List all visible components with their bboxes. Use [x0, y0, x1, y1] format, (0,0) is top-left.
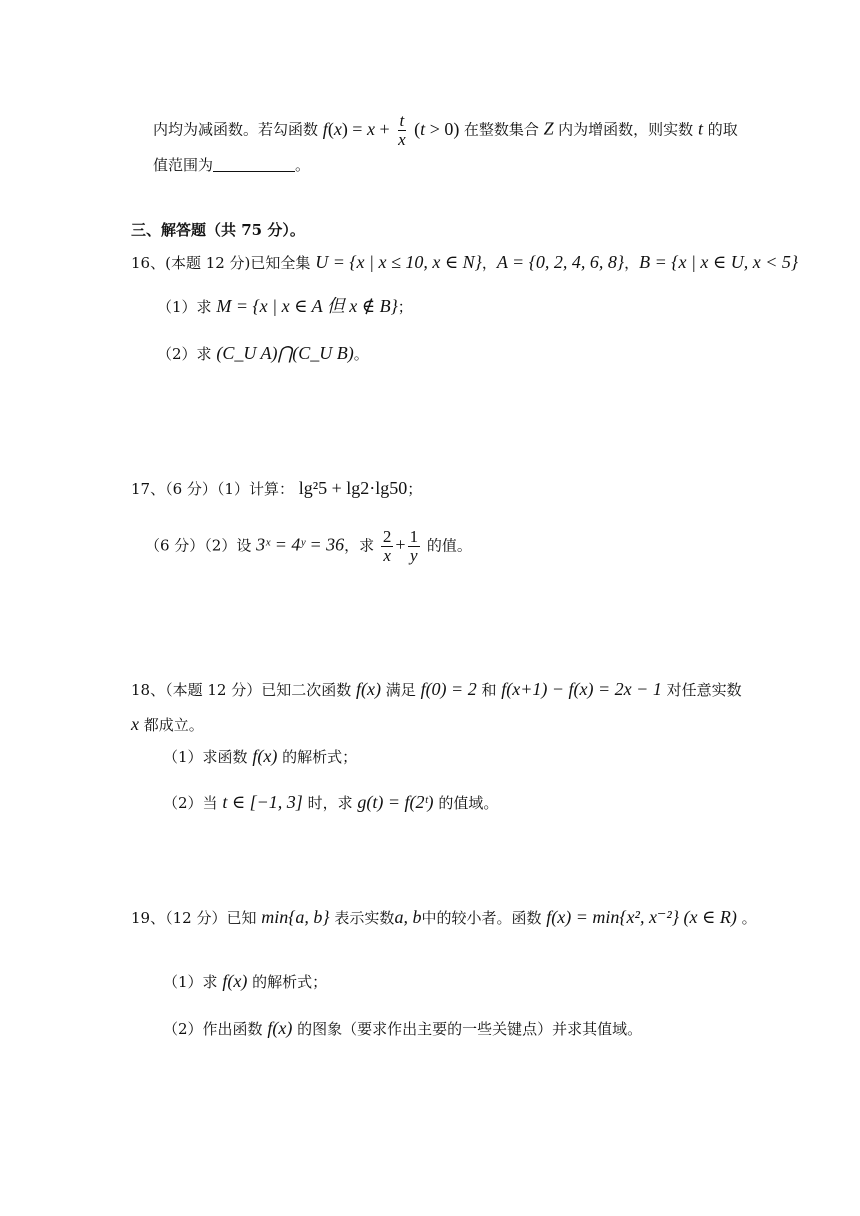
q15-text-c: 内为增函数，则实数: [558, 120, 694, 139]
q16-part-2-prefix: （2）求: [157, 345, 212, 363]
q19-text-1: 表示实数: [334, 909, 395, 927]
answer-blank: [213, 155, 295, 172]
variables-ab: a, b: [394, 907, 422, 927]
q17-part-2-prefix: （6 分）（2）设: [145, 536, 252, 555]
q18-label: 18、（本题 12 分）已知二次函数: [131, 681, 352, 699]
function-f-x: f(x): [252, 746, 278, 766]
set-z: Z: [543, 118, 559, 139]
q18-part-1: [163, 746, 357, 768]
function-g-t: g(t) = f(2ᵗ): [357, 792, 434, 812]
q19-part-1: [163, 971, 327, 993]
q18-text-2: 和: [481, 681, 497, 699]
set-u-definition: U = {x | x ≤ 10, x ∈ N}: [315, 252, 482, 272]
fraction-t-over-x: $\frac{t}{x}$: [398, 111, 406, 149]
q18-part-2-end: 的值域。: [438, 794, 499, 812]
q18-line-2-text: 都成立。: [143, 716, 204, 734]
q18-text-3: 对任意实数: [666, 681, 742, 699]
q16-part-1-prefix: （1）求: [157, 298, 212, 316]
q15-text-f: 。: [295, 156, 311, 174]
section-title: 三、解答题（共 75 分）。: [131, 221, 305, 239]
q15-text-d: 的取: [707, 120, 738, 139]
q19-label: 19、（12 分）已知: [131, 909, 257, 927]
q18-part-2-mid: 时，求: [307, 794, 353, 812]
q19-part-2-end: 的图象（要求作出主要的一些关键点）并求其值域。: [297, 1020, 643, 1038]
q16-label: 16、(本题 12 分)已知全集: [131, 254, 311, 272]
function-definition: f(x) = min{x², x⁻²} (x ∈ R): [546, 907, 737, 927]
q18-stem: [131, 679, 742, 701]
q19-part-1-prefix: （1）求: [163, 973, 218, 991]
plus-sign: +: [395, 534, 406, 555]
condition-f0: f(0) = 2: [420, 679, 477, 699]
q18-part-1-end: 的解析式；: [282, 748, 358, 766]
q18-text-1: 满足: [385, 681, 416, 699]
q15-function-expression: f(x) = x + $\frac{t}{x}$ (t > 0): [322, 111, 460, 149]
fraction-2-over-x: $\frac{2}{x}$: [382, 527, 392, 565]
q16-stem: [131, 252, 798, 274]
complement-intersection: (C_U A)⋂(C_U B): [216, 343, 354, 363]
min-ab: min{a, b}: [261, 907, 330, 927]
q18-stem-line-2: [131, 714, 204, 736]
q19-part-1-end: 的解析式；: [252, 973, 328, 991]
q18-part-2-prefix: （2）当: [163, 794, 218, 812]
q17-part-2-mid: ，求: [344, 536, 375, 555]
set-b-definition: B = {x | x ∈ U, x < 5}: [639, 252, 799, 272]
q17-label: 17、（6 分）（1）计算：: [131, 480, 294, 498]
q17-part-2: [145, 528, 472, 565]
q16-part-1: [157, 296, 413, 318]
condition-difference: f(x+1) − f(x) = 2x − 1: [501, 679, 662, 699]
function-f-x: f(x): [356, 679, 381, 699]
q19-text-2: 中的较小者。函数: [421, 909, 542, 927]
q16-part-2: [157, 343, 369, 365]
function-f-x: f(x): [222, 971, 248, 991]
q15-text-e: 值范围为: [153, 156, 214, 174]
q19-part-2: [163, 1018, 642, 1040]
q15-text-a: 内均为减函数。若勾函数: [153, 120, 319, 139]
set-m-definition: M = {x | x ∈ A 但 x ∉ B}: [216, 296, 398, 316]
function-f-x: f(x): [267, 1018, 293, 1038]
q19-part-2-prefix: （2）作出函数: [163, 1020, 263, 1038]
q16-part-2-end: 。: [353, 345, 369, 363]
q18-part-1-prefix: （1）求函数: [163, 748, 248, 766]
q17-part-1-end: ；: [407, 480, 423, 498]
q16-part-1-end: ；: [397, 298, 413, 316]
q15-answer-line: [153, 155, 310, 174]
q16-comma-1: ，: [481, 254, 497, 272]
q15-continuation-line: [153, 112, 738, 149]
set-a-definition: A = {0, 2, 4, 6, 8}: [496, 252, 625, 272]
q15-text-b: 在整数集合: [463, 120, 539, 139]
log-expression: lg²5 + lg2·lg50: [298, 478, 408, 498]
q17-part-1: [131, 478, 422, 500]
fraction-1-over-y: $\frac{1}{y}$: [409, 527, 419, 565]
q19-end: 。: [741, 909, 757, 927]
interval-t: t ∈ [−1, 3]: [222, 792, 303, 812]
variable-t: t: [697, 118, 703, 139]
q17-part-2-end: 的值。: [426, 536, 472, 555]
exponent-equation: 3ˣ = 4ʸ = 36: [256, 534, 345, 555]
variable-x: x: [131, 714, 139, 734]
q18-part-2: [163, 792, 498, 814]
q19-stem: [131, 907, 757, 929]
q16-comma-2: ，: [624, 254, 640, 272]
